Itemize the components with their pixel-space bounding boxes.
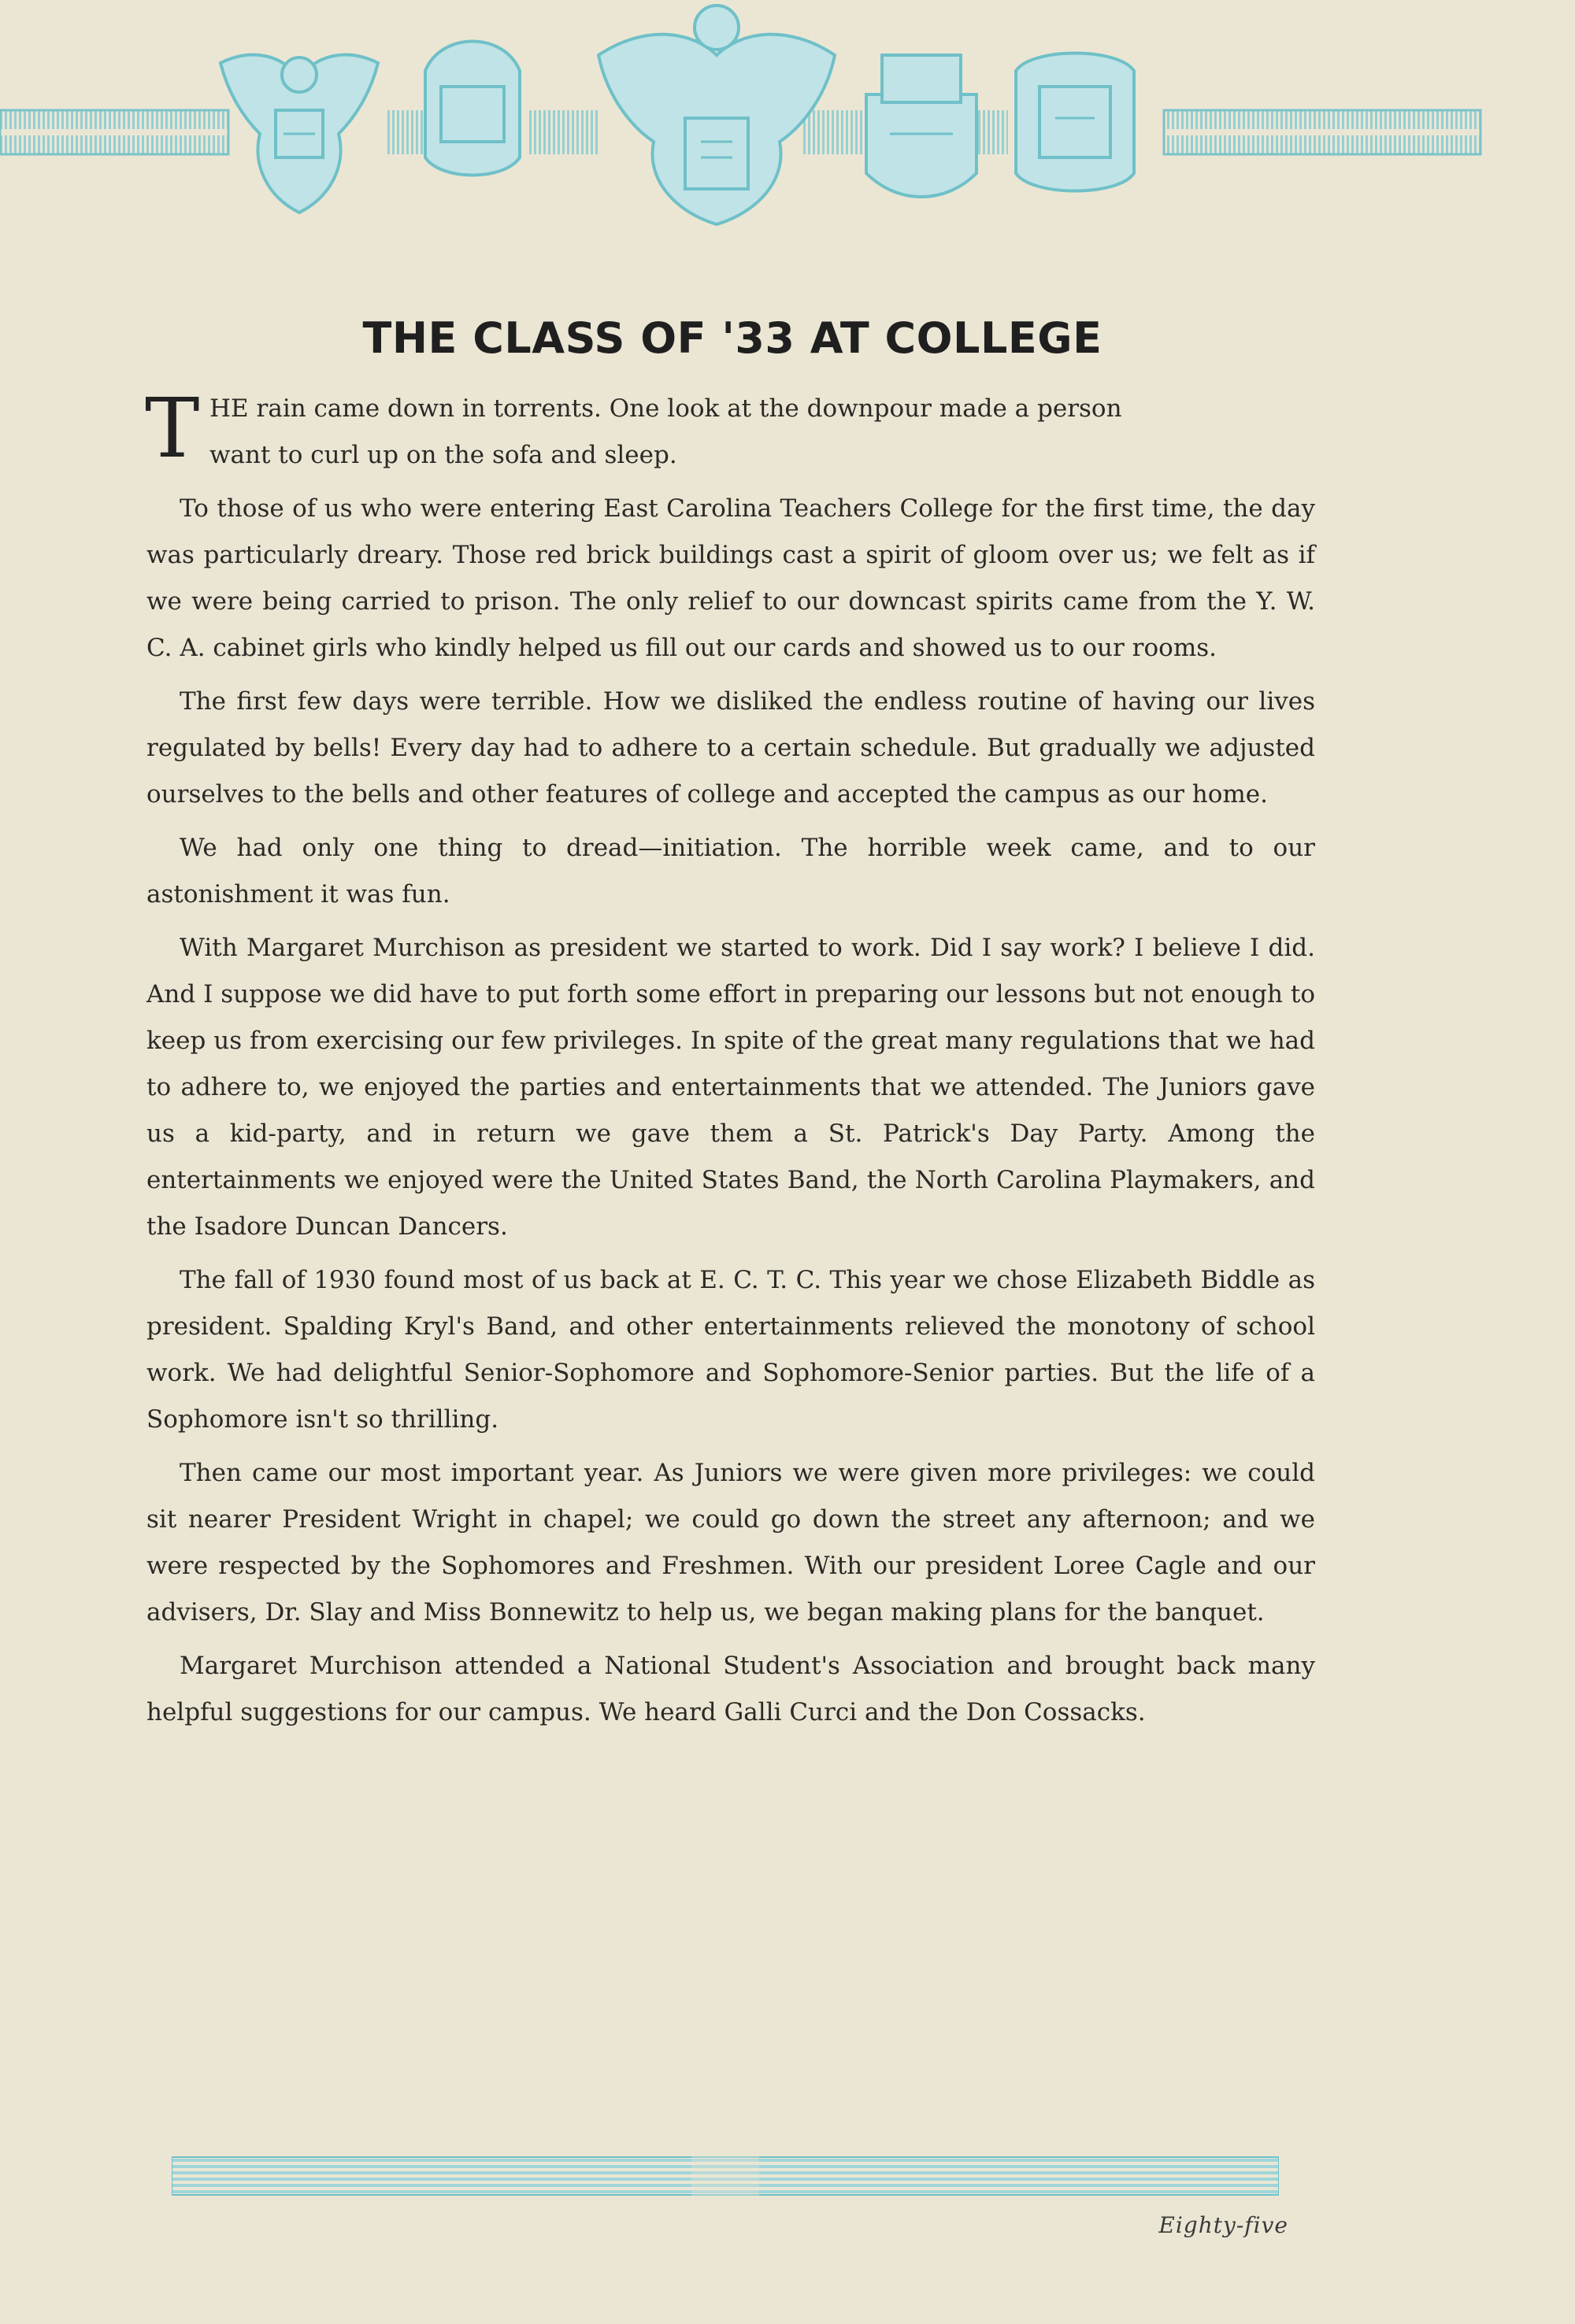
page-number: Eighty-five — [1158, 2212, 1288, 2238]
paragraph: Then came our most important year. As Juniors we were given more privileges: we could sit nearer President Wright in chapel; we could go down the street any afternoon; and we were respected by the Sophomores and Freshmen. With our president Loree Cagle and our advisers, Dr. Slay and Miss Bonnewitz to help us, we began making plans for the banquet. — [146, 1459, 1315, 1626]
first-paragraph-line-1: HE rain came down in torrents. One look at the downpour made a person — [209, 394, 1122, 423]
paragraph: The fall of 1930 found most of us back at E. C. T. C. This year we chose Elizabeth Biddle as president. Spalding Kryl's Band, and other entertainments relieved the monotony of school work. We had delightful Senior-Sophomore and Sophomore-Senior parties. But the life of a Sophomore isn't so thrilling. — [146, 1266, 1315, 1434]
eagle-crest-banner-icon — [0, 0, 1575, 236]
paragraph: Margaret Murchison attended a National Student's Association and brought back many helpful suggestions for our campus. We heard Galli Curci and the Don Cossacks. — [146, 1652, 1315, 1726]
paragraph: We had only one thing to dread—initiation. The horrible week came, and to our astonishment it was fun. — [146, 834, 1315, 909]
page-title: THE CLASS OF '33 AT COLLEGE — [362, 313, 1102, 363]
first-paragraph-line-2: want to curl up on the sofa and sleep. — [209, 441, 677, 469]
paragraph: The first few days were terrible. How we disliked the endless routine of having our lives regulated by bells! Every day had to adhere to a certain schedule. But gradually we adjusted ourselves to the bells and other features of college and accepted the campus as our home. — [146, 687, 1315, 809]
first-paragraph — [145, 380, 1315, 479]
paragraph: To those of us who were entering East Carolina Teachers College for the first time, the day was particularly dreary. Those red brick buildings cast a spirit of gloom over us; we felt as if we were being carried to prison. The only relief to our downcast spirits came from the Y. W. C. A. cabinet girls who kindly helped us fill out our cards and showed us to our rooms. — [146, 494, 1315, 662]
paragraph: With Margaret Murchison as president we started to work. Did I say work? I believe I did. And I suppose we did have to put forth some effort in preparing our lessons but not enough to keep us from exercising our few privileges. In spite of the great many regulations that we had to adhere to, we enjoyed the parties and entertainments that we attended. The Juniors gave us a kid-party, and in return we gave them a St. Patrick's Day Party. Among the entertainments we enjoyed were the United States Band, the North Carolina Playmakers, and the Isadore Duncan Dancers. — [146, 934, 1315, 1241]
drop-cap: T — [145, 380, 200, 476]
article-body — [145, 380, 1315, 1743]
double-rule-ornament-icon — [172, 2156, 1279, 2196]
